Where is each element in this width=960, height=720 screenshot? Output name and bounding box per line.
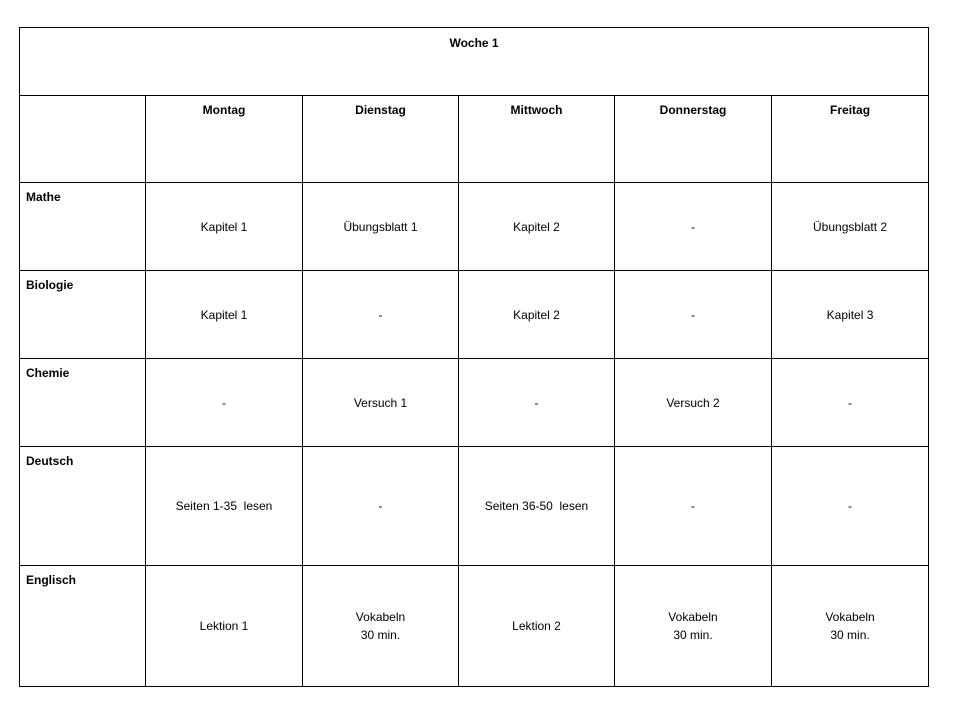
day-header-donnerstag: Donnerstag bbox=[615, 96, 772, 183]
table-row-deutsch bbox=[20, 447, 929, 566]
table-cell: - bbox=[303, 271, 459, 359]
subject-label: Deutsch bbox=[20, 447, 146, 566]
title-row bbox=[20, 28, 929, 96]
table-cell: Seiten 36-50 lesen bbox=[459, 447, 615, 566]
corner-cell bbox=[20, 96, 146, 183]
day-header-montag: Montag bbox=[146, 96, 303, 183]
table-cell: Kapitel 2 bbox=[459, 271, 615, 359]
table-cell: Vokabeln 30 min. bbox=[615, 566, 772, 687]
subject-label: Englisch bbox=[20, 566, 146, 687]
table-cell: Lektion 1 bbox=[146, 566, 303, 687]
table-row-biologie bbox=[20, 271, 929, 359]
table-cell: Lektion 2 bbox=[459, 566, 615, 687]
table-cell: Seiten 1-35 lesen bbox=[146, 447, 303, 566]
day-header-dienstag: Dienstag bbox=[303, 96, 459, 183]
table-row-mathe bbox=[20, 183, 929, 271]
day-header-mittwoch: Mittwoch bbox=[459, 96, 615, 183]
table-cell: Kapitel 3 bbox=[772, 271, 929, 359]
table-cell: Kapitel 1 bbox=[146, 183, 303, 271]
table-cell: - bbox=[615, 271, 772, 359]
table-cell: Übungsblatt 2 bbox=[772, 183, 929, 271]
table-cell: Kapitel 1 bbox=[146, 271, 303, 359]
table-cell: Vokabeln 30 min. bbox=[772, 566, 929, 687]
table-cell: - bbox=[615, 447, 772, 566]
table-cell: Übungsblatt 1 bbox=[303, 183, 459, 271]
table-cell: - bbox=[615, 183, 772, 271]
table-cell: Versuch 1 bbox=[303, 359, 459, 447]
subject-label: Mathe bbox=[20, 183, 146, 271]
table-cell: - bbox=[459, 359, 615, 447]
table-cell: - bbox=[772, 447, 929, 566]
table-cell: Versuch 2 bbox=[615, 359, 772, 447]
table-cell: - bbox=[772, 359, 929, 447]
day-header-freitag: Freitag bbox=[772, 96, 929, 183]
table-row-englisch bbox=[20, 566, 929, 687]
table-row-chemie bbox=[20, 359, 929, 447]
subject-label: Biologie bbox=[20, 271, 146, 359]
table-cell: Kapitel 2 bbox=[459, 183, 615, 271]
day-header-row bbox=[20, 96, 929, 183]
table-cell: - bbox=[303, 447, 459, 566]
weekly-schedule-table bbox=[19, 27, 929, 687]
table-cell: - bbox=[146, 359, 303, 447]
subject-label: Chemie bbox=[20, 359, 146, 447]
table-cell: Vokabeln 30 min. bbox=[303, 566, 459, 687]
schedule-title: Woche 1 bbox=[20, 28, 929, 96]
